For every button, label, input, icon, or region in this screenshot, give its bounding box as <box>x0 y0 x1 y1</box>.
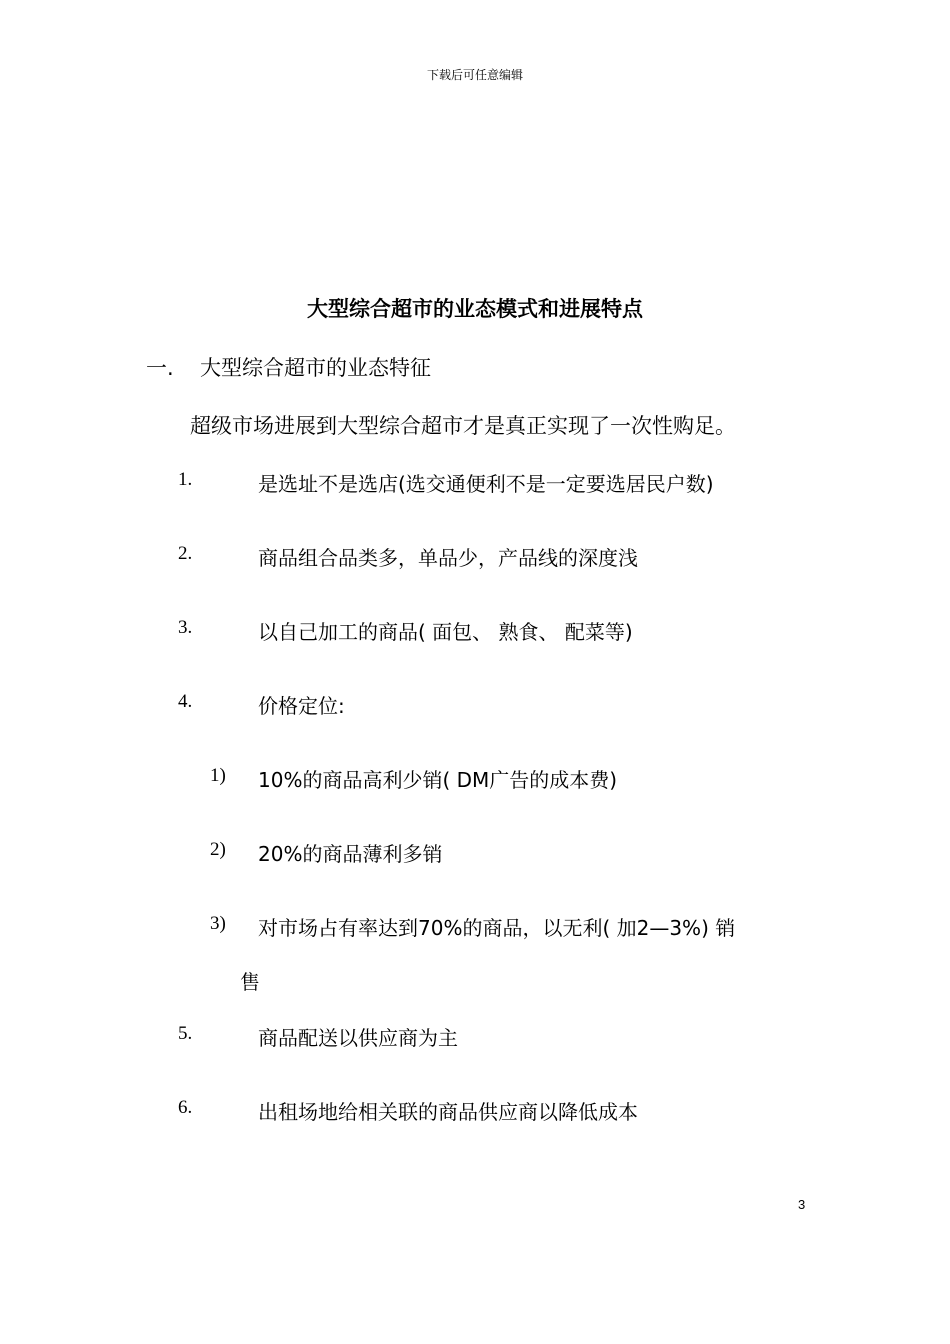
section-number: 一. <box>146 356 174 380</box>
list-item-number: 6. <box>178 1097 193 1118</box>
list-item-text: 以自己加工的商品( 面包、 熟食、 配菜等) <box>258 620 633 644</box>
sub-item-number: 3) <box>210 913 226 934</box>
sub-item-text: 对市场占有率达到70%的商品，以无利( 加2—3%) 销 <box>258 916 736 940</box>
document-title: 大型综合超市的业态模式和进展特点 <box>307 297 643 321</box>
list-item-number: 3. <box>178 617 193 638</box>
list-item-text: 出租场地给相关联的商品供应商以降低成本 <box>258 1100 638 1124</box>
sub-item-number: 2) <box>210 839 226 860</box>
list-item-number: 5. <box>178 1023 193 1044</box>
list-item-number: 1. <box>178 469 193 490</box>
section-heading: 大型综合超市的业态特征 <box>200 356 431 380</box>
list-item-text: 是选址不是选店(选交通便利不是一定要选居民户数) <box>258 472 714 496</box>
sub-item-text: 20%的商品薄利多销 <box>258 842 443 866</box>
sub-item-continuation: 售 <box>240 970 260 994</box>
list-item-number: 4. <box>178 691 193 712</box>
page-header-note: 下载后可任意编辑 <box>426 68 523 82</box>
sub-item-text: 10%的商品高利少销( DM广告的成本费) <box>258 768 618 792</box>
list-item-number: 2. <box>178 543 193 564</box>
sub-item-number: 1) <box>210 765 226 786</box>
page-number: 3 <box>798 1197 806 1212</box>
list-item-text: 价格定位: <box>258 694 345 718</box>
list-item-text: 商品配送以供应商为主 <box>258 1026 458 1050</box>
list-item-text: 商品组合品类多，单品少，产品线的深度浅 <box>258 546 638 570</box>
intro-paragraph: 超级市场进展到大型综合超市才是真正实现了一次性购足。 <box>190 414 736 438</box>
